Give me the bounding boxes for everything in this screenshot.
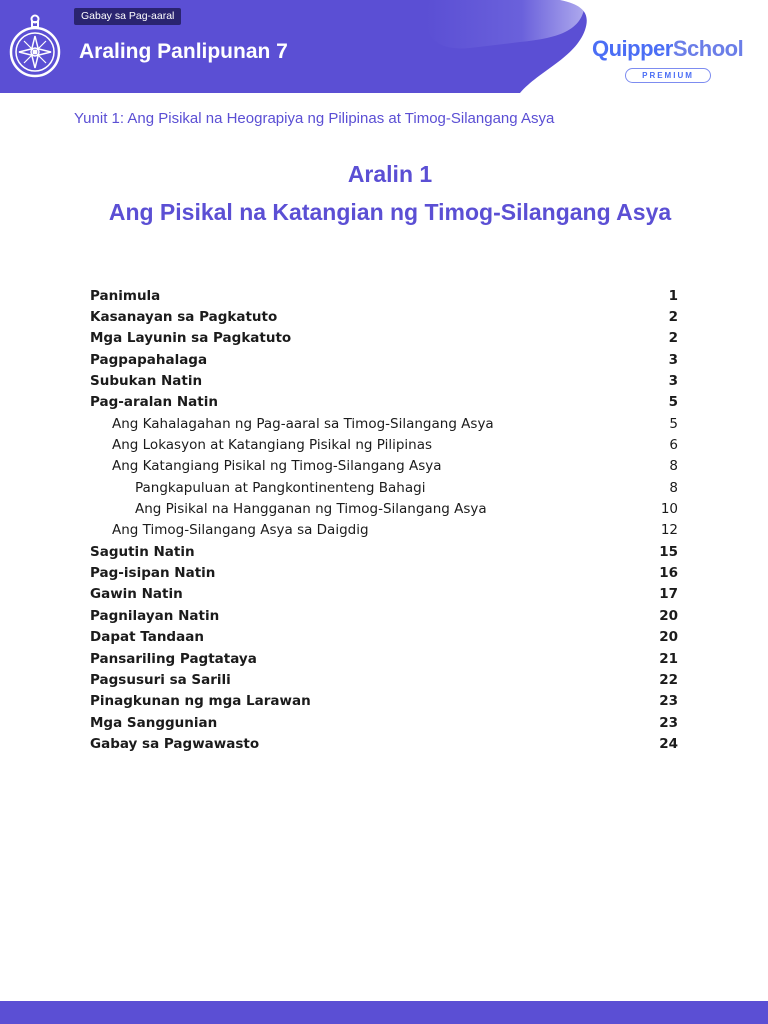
toc-page: 23	[659, 693, 678, 710]
toc-entry[interactable]	[90, 669, 678, 690]
footer-bar	[0, 1001, 768, 1024]
toc-entry[interactable]	[90, 306, 678, 327]
toc-page: 6	[669, 437, 678, 454]
toc-entry[interactable]	[90, 370, 678, 391]
toc-label: Pag-aralan Natin	[90, 394, 218, 411]
logo-part2: School	[672, 36, 744, 61]
toc-page: 21	[659, 650, 678, 667]
toc-page: 22	[659, 671, 678, 688]
toc-entry[interactable]	[90, 328, 678, 349]
compass-icon	[8, 12, 62, 80]
toc-entry[interactable]	[90, 627, 678, 648]
toc-label: Gabay sa Pagwawasto	[90, 735, 260, 752]
toc-page: 17	[659, 586, 678, 603]
toc-page: 23	[659, 714, 678, 731]
toc-label: Pag-isipan Natin	[90, 565, 216, 582]
toc-page: 3	[668, 373, 678, 390]
toc-entry[interactable]	[90, 562, 678, 583]
toc-label: Gawin Natin	[90, 586, 183, 603]
toc-label: Pagnilayan Natin	[90, 607, 220, 624]
toc-page: 8	[669, 479, 678, 496]
premium-badge: PREMIUM	[625, 68, 711, 83]
toc-page: 3	[668, 351, 678, 368]
toc-entry[interactable]	[90, 541, 678, 562]
toc-page: 12	[660, 522, 678, 539]
toc-label: Mga Layunin sa Pagkatuto	[90, 330, 292, 347]
toc-label: Pagsusuri sa Sarili	[90, 671, 231, 688]
toc-entry[interactable]	[90, 584, 678, 605]
toc-label: Ang Katangiang Pisikal ng Timog-Silangang Asya	[112, 458, 442, 475]
toc-subsubentry[interactable]	[90, 477, 678, 498]
toc-subsubentry[interactable]	[90, 498, 678, 519]
toc-entry[interactable]	[90, 392, 678, 413]
toc-subentry[interactable]	[90, 456, 678, 477]
toc-page: 5	[669, 415, 678, 432]
quipper-school-logo	[592, 36, 748, 86]
toc-entry[interactable]	[90, 605, 678, 626]
toc-subentry[interactable]	[90, 434, 678, 455]
unit-title: Yunit 1: Ang Pisikal na Heograpiya ng Pilipinas at Timog-Silangang Asya	[74, 110, 555, 127]
toc-page: 8	[669, 458, 678, 475]
logo-part1: Quipper	[592, 36, 673, 61]
toc-entry[interactable]	[90, 648, 678, 669]
toc-label: Panimula	[90, 287, 161, 304]
toc-label: Ang Timog-Silangang Asya sa Daigdig	[112, 522, 369, 539]
toc-entry[interactable]	[90, 712, 678, 733]
toc-label: Ang Pisikal na Hangganan ng Timog-Silangang Asya	[135, 501, 487, 518]
lesson-number: Aralin 1	[347, 161, 433, 187]
toc-page: 20	[659, 629, 678, 646]
toc-label: Pansariling Pagtataya	[90, 650, 257, 667]
toc-label: Pinagkunan ng mga Larawan	[90, 693, 311, 710]
toc-label: Dapat Tandaan	[90, 629, 204, 646]
toc-label: Pangkapuluan at Pangkontinenteng Bahagi	[135, 479, 426, 496]
toc-label: Pagpapahalaga	[90, 351, 208, 368]
toc-entry[interactable]	[90, 733, 678, 754]
table-of-contents	[90, 285, 678, 755]
toc-label: Kasanayan sa Pagkatuto	[90, 309, 278, 326]
toc-page: 2	[668, 309, 678, 326]
toc-page: 20	[659, 607, 678, 624]
toc-label: Sagutin Natin	[90, 543, 195, 560]
toc-label: Ang Lokasyon at Katangiang Pisikal ng Pilipinas	[112, 437, 433, 454]
toc-entry[interactable]	[90, 349, 678, 370]
toc-page: 16	[659, 565, 678, 582]
toc-label: Subukan Natin	[90, 373, 203, 390]
toc-page: 5	[668, 394, 678, 411]
lesson-title: Ang Pisikal na Katangian ng Timog-Silangang Asya	[108, 199, 672, 225]
toc-page: 24	[659, 735, 678, 752]
toc-entry[interactable]	[90, 691, 678, 712]
toc-entry[interactable]	[90, 285, 678, 306]
toc-page: 15	[659, 543, 678, 560]
toc-page: 2	[668, 330, 678, 347]
toc-page: 1	[668, 287, 678, 304]
toc-page: 10	[660, 501, 678, 518]
toc-subentry[interactable]	[90, 413, 678, 434]
toc-subentry[interactable]	[90, 520, 678, 541]
subject-title: Araling Panlipunan 7	[79, 40, 288, 63]
toc-label: Ang Kahalagahan ng Pag-aaral sa Timog-Silangang Asya	[112, 415, 494, 432]
toc-label: Mga Sanggunian	[90, 714, 218, 731]
study-guide-badge: Gabay sa Pag-aaral	[74, 8, 181, 25]
